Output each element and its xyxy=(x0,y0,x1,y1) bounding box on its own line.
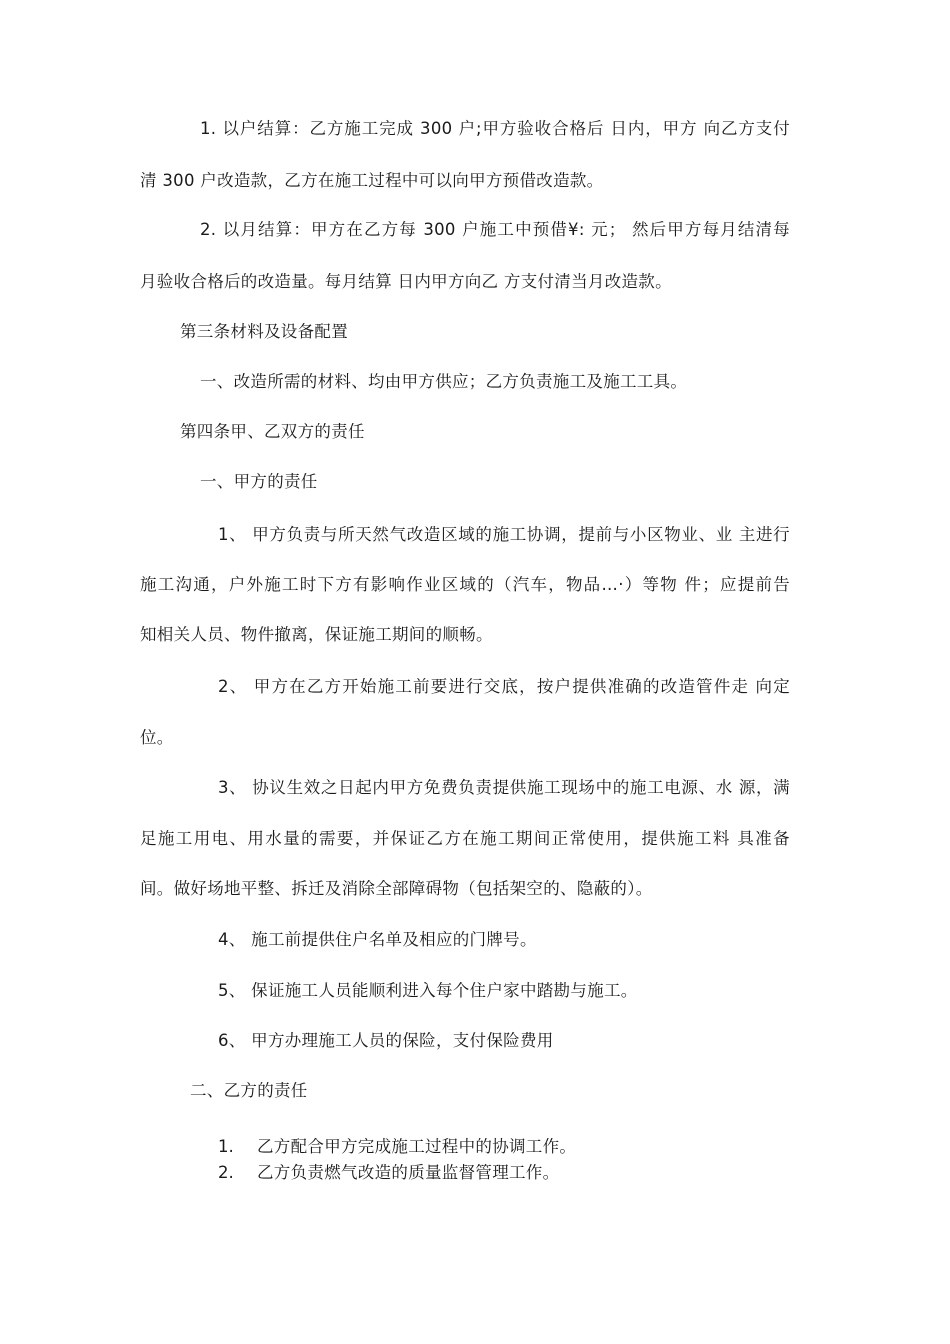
payment-item1-line2: 清 300 户改造款，乙方在施工过程中可以向甲方预借改造款。 xyxy=(140,171,604,190)
payment-item1-line1: 1. 以户结算：乙方施工完成 300 户;甲方验收合格后 日内，甲方 向乙方支付 xyxy=(200,119,790,138)
party-a-item5: 5、 保证施工人员能顺利进入每个住户家中踏勘与施工。 xyxy=(218,981,638,1000)
party-b-item2-number: 2. xyxy=(218,1163,234,1182)
party-a-heading: 一、甲方的责任 xyxy=(200,472,318,491)
party-a-item1-line2: 施工沟通，户外施工时下方有影响作业区域的（汽车，物品…·）等物 件；应提前告 xyxy=(140,575,790,594)
party-a-item3-line3: 间。做好场地平整、拆迁及消除全部障碍物（包括架空的、隐蔽的）。 xyxy=(140,879,653,898)
party-a-item6: 6、 甲方办理施工人员的保险，支付保险费用 xyxy=(218,1031,554,1050)
party-a-item3-line2: 足施工用电、用水量的需要，并保证乙方在施工期间正常使用，提供施工料 具准备 xyxy=(140,829,790,848)
party-a-item4: 4、 施工前提供住户名单及相应的门牌号。 xyxy=(218,930,537,949)
article3-item1: 一、改造所需的材料、均由甲方供应；乙方负责施工及施工工具。 xyxy=(200,372,688,391)
article4-heading: 第四条甲、乙双方的责任 xyxy=(180,422,365,441)
party-a-item1-line1: 1、 甲方负责与所天然气改造区域的施工协调，提前与小区物业、业 主进行 xyxy=(218,525,790,544)
party-a-item3-line1: 3、 协议生效之日起内甲方免费负责提供施工现场中的施工电源、水 源，满 xyxy=(218,778,790,797)
party-b-item2-text: 乙方负责燃气改造的质量监督管理工作。 xyxy=(257,1163,560,1182)
payment-item2-line1: 2. 以月结算：甲方在乙方每 300 户施工中预借¥: 元； 然后甲方每月结清每 xyxy=(200,220,790,239)
party-a-item2-line2: 位。 xyxy=(140,728,174,747)
party-b-heading: 二、乙方的责任 xyxy=(190,1081,308,1100)
payment-item2-line2: 月验收合格后的改造量。每月结算 日内甲方向乙 方支付清当月改造款。 xyxy=(140,272,672,291)
party-b-item1-text: 乙方配合甲方完成施工过程中的协调工作。 xyxy=(257,1137,577,1156)
party-b-item1-number: 1. xyxy=(218,1137,234,1156)
article3-heading: 第三条材料及设备配置 xyxy=(180,322,348,341)
party-a-item1-line3: 知相关人员、物件撤离，保证施工期间的顺畅。 xyxy=(140,625,493,644)
party-a-item2-line1: 2、 甲方在乙方开始施工前要进行交底，按户提供准确的改造管件走 向定 xyxy=(218,677,790,696)
